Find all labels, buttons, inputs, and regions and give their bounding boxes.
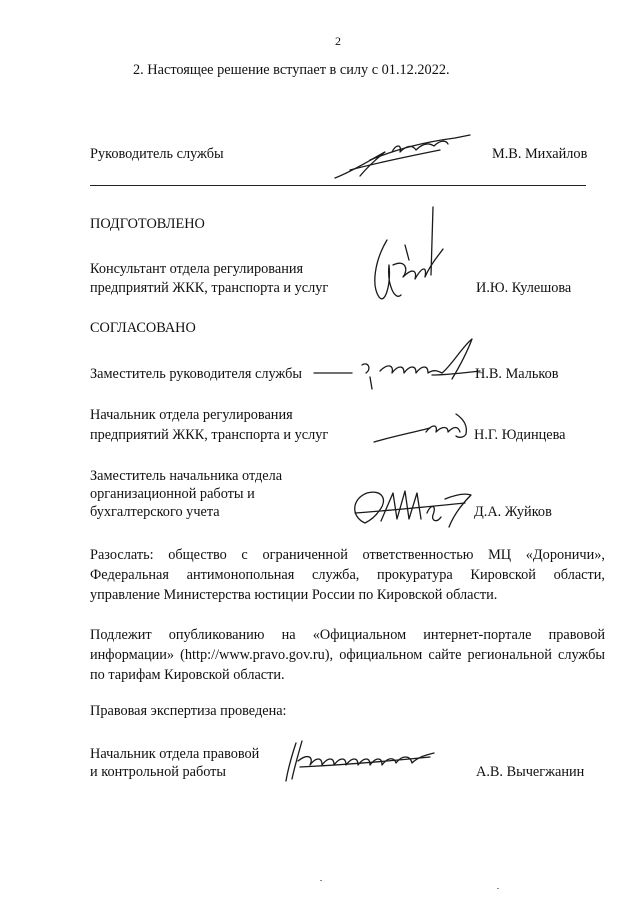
head-signature bbox=[330, 130, 480, 185]
head-position: Руководитель службы bbox=[90, 146, 224, 162]
prepared-position-line1: Консультант отдела регулирования bbox=[90, 261, 304, 277]
separator-line bbox=[90, 185, 586, 186]
distribution-text: Разослать: общество с ограниченной ответственностью МЦ «Дороничи», Федеральная антимонопольная служба, прокуратура Кировской области, управление Министерства юстиции России по Кировской области. bbox=[90, 547, 605, 603]
legal-position-line2: и контрольной работы bbox=[90, 764, 227, 780]
signer3-position-line3: бухгалтерского учета bbox=[90, 504, 220, 520]
scan-mark bbox=[497, 888, 499, 889]
signer2-position-line1: Начальник отдела регулирования bbox=[90, 407, 293, 423]
prepared-position-line2: предприятий ЖКК, транспорта и услуг bbox=[90, 280, 329, 296]
signer1-signature bbox=[312, 335, 482, 395]
prepared-name: И.Ю. Кулешова bbox=[476, 280, 572, 296]
signer2-name: Н.Г. Юдинцева bbox=[474, 427, 566, 443]
signer3-name: Д.А. Жуйков bbox=[474, 504, 552, 520]
scan-mark bbox=[320, 880, 322, 881]
page-number: 2 bbox=[335, 34, 341, 48]
legal-name: А.В. Вычегжанин bbox=[476, 764, 585, 780]
head-name: М.В. Михайлов bbox=[492, 146, 588, 162]
legal-review-statement: Правовая экспертиза проведена: bbox=[90, 703, 287, 719]
legal-position-line1: Начальник отдела правовой bbox=[90, 746, 260, 762]
signer3-position-line2: организационной работы и bbox=[90, 486, 255, 502]
signer1-name: Н.В. Мальков bbox=[475, 366, 559, 382]
agreed-heading: СОГЛАСОВАНО bbox=[90, 320, 196, 336]
prepared-signature bbox=[365, 205, 450, 310]
clause-2: 2. Настоящее решение вступает в силу с 01.12.2022. bbox=[133, 62, 450, 78]
legal-signature bbox=[280, 735, 440, 785]
signer1-position: Заместитель руководителя службы bbox=[90, 366, 303, 382]
prepared-heading: ПОДГОТОВЛЕНО bbox=[90, 216, 205, 232]
signer2-position-line2: предприятий ЖКК, транспорта и услуг bbox=[90, 427, 329, 443]
signer3-position-line1: Заместитель начальника отдела bbox=[90, 468, 283, 484]
signer2-signature bbox=[370, 410, 475, 450]
signer3-signature bbox=[345, 483, 475, 533]
publication-text: Подлежит опубликованию на «Официальном интернет-портале правовой информации» (http://www.pravo.gov.ru), официальном сайте региональной службы по тарифам Кировской области. bbox=[90, 627, 605, 683]
